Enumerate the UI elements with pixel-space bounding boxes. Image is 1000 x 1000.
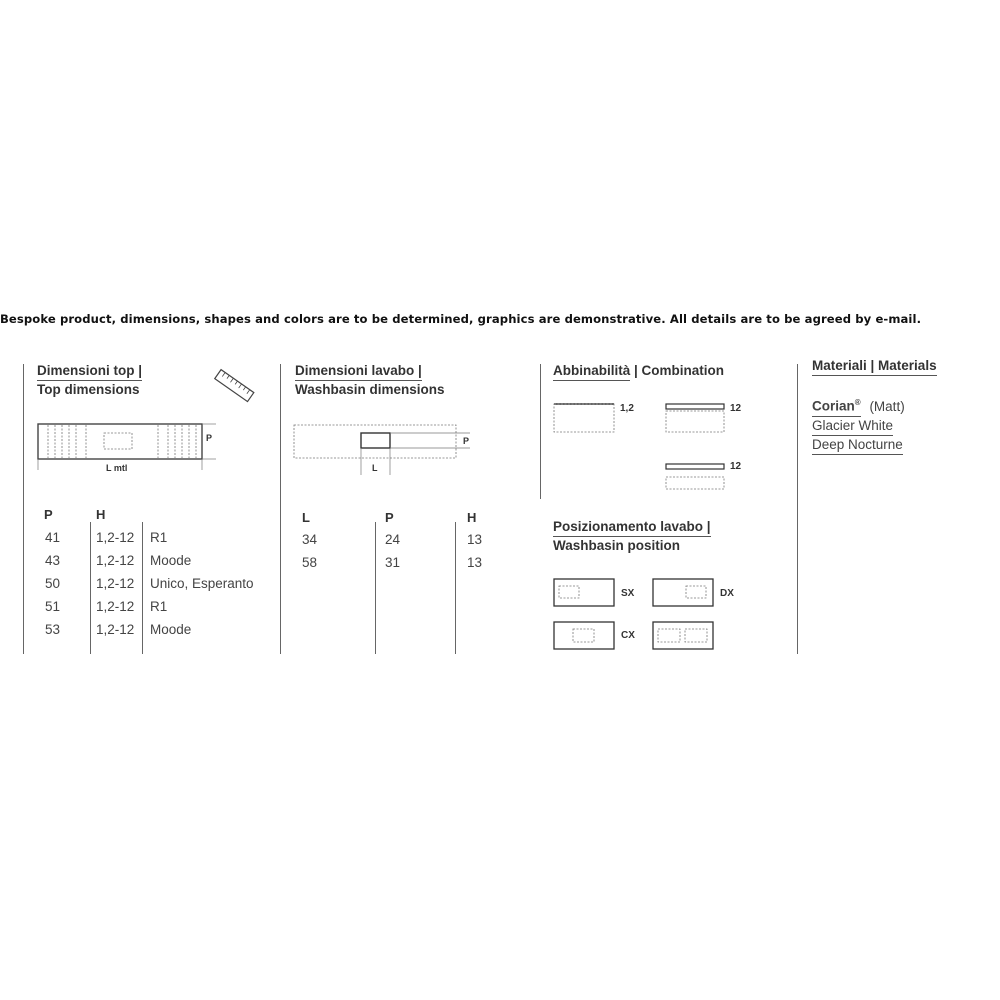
position-label-sx: SX xyxy=(621,588,635,599)
ruler-icon xyxy=(212,366,256,406)
top-title-it: Dimensioni top | xyxy=(37,362,142,381)
basin-label-l: L xyxy=(372,463,378,473)
top-label-p: P xyxy=(206,433,213,443)
table-cell: Moode xyxy=(150,553,192,568)
basin-title-it: Dimensioni lavabo | xyxy=(295,362,422,381)
table-cell: 34 xyxy=(302,532,318,547)
disclaimer-text: Bespoke product, dimensions, shapes and colors are to be determined, graphics are demonstrative. All details are to be agreed by e-mail. xyxy=(0,312,922,326)
combination-title-en: Combination xyxy=(641,363,725,378)
top-table-divider-2 xyxy=(142,522,143,654)
basin-dimensions-title xyxy=(295,362,445,399)
top-col-model xyxy=(150,526,254,641)
table-cell: R1 xyxy=(150,599,168,614)
basin-label-p: P xyxy=(463,436,470,446)
position-label-cx: CX xyxy=(621,630,635,641)
table-cell: Moode xyxy=(150,622,192,637)
basin-header-p: P xyxy=(385,510,394,525)
column-divider-3 xyxy=(540,364,541,499)
basin-title-en: Washbasin dimensions xyxy=(295,382,445,397)
top-diagram xyxy=(30,418,230,478)
column-divider-2 xyxy=(280,364,281,654)
combination-title-it: Abbinabilità xyxy=(553,362,630,381)
table-cell: 24 xyxy=(385,532,401,547)
top-header-p: P xyxy=(44,507,53,522)
materials-title: Materiali | Materials xyxy=(812,357,937,376)
position-diagram xyxy=(550,575,720,655)
column-divider-4 xyxy=(797,364,798,654)
table-cell: 51 xyxy=(45,599,61,614)
material-color-glacier-white: Glacier White xyxy=(812,417,893,436)
position-label-dx: DX xyxy=(720,588,734,599)
basin-table-divider-1 xyxy=(375,522,376,654)
basin-header-h: H xyxy=(467,510,477,525)
combination-diagram xyxy=(550,400,750,495)
table-cell: R1 xyxy=(150,530,168,545)
basin-diagram xyxy=(290,420,480,480)
table-cell: 1,2-12 xyxy=(96,599,135,614)
top-dimensions-title xyxy=(37,362,142,399)
basin-col-h xyxy=(467,528,482,574)
table-cell: Unico, Esperanto xyxy=(150,576,254,591)
position-title xyxy=(553,518,711,555)
table-cell: 43 xyxy=(45,553,61,568)
top-label-l: L mtl xyxy=(106,463,128,473)
table-cell: 31 xyxy=(385,555,401,570)
combination-title xyxy=(553,362,724,381)
combination-label-1: 1,2 xyxy=(620,403,634,414)
combination-title-sep: | xyxy=(630,363,642,378)
table-cell: 50 xyxy=(45,576,61,591)
basin-table-divider-2 xyxy=(455,522,456,654)
top-table-divider-1 xyxy=(90,522,91,654)
table-cell: 13 xyxy=(467,555,483,570)
table-cell: 1,2-12 xyxy=(96,622,135,637)
combination-label-3: 12 xyxy=(730,461,742,472)
materials-list xyxy=(812,394,905,455)
material-brand-reg: ® xyxy=(854,398,861,407)
table-cell: 13 xyxy=(467,532,483,547)
top-title-en: Top dimensions xyxy=(37,382,140,397)
table-cell: 58 xyxy=(302,555,318,570)
column-divider-1 xyxy=(23,364,24,654)
combination-label-2: 12 xyxy=(730,403,742,414)
basin-col-l xyxy=(302,528,317,574)
material-brand xyxy=(812,394,861,417)
table-cell: 41 xyxy=(45,530,61,545)
material-color-deep-nocturne: Deep Nocturne xyxy=(812,436,903,455)
top-col-h xyxy=(96,526,134,641)
table-cell: 53 xyxy=(45,622,61,637)
table-cell: 1,2-12 xyxy=(96,530,135,545)
table-cell: 1,2-12 xyxy=(96,576,135,591)
basin-header-l: L xyxy=(302,510,310,525)
top-col-p xyxy=(45,526,60,641)
table-cell: 1,2-12 xyxy=(96,553,135,568)
material-brand-line xyxy=(812,394,905,417)
position-title-en: Washbasin position xyxy=(553,538,681,553)
material-brand-name: Corian xyxy=(812,398,855,414)
top-header-h: H xyxy=(96,507,106,522)
material-finish: (Matt) xyxy=(869,398,905,414)
position-title-it: Posizionamento lavabo | xyxy=(553,518,711,537)
basin-col-p xyxy=(385,528,400,574)
